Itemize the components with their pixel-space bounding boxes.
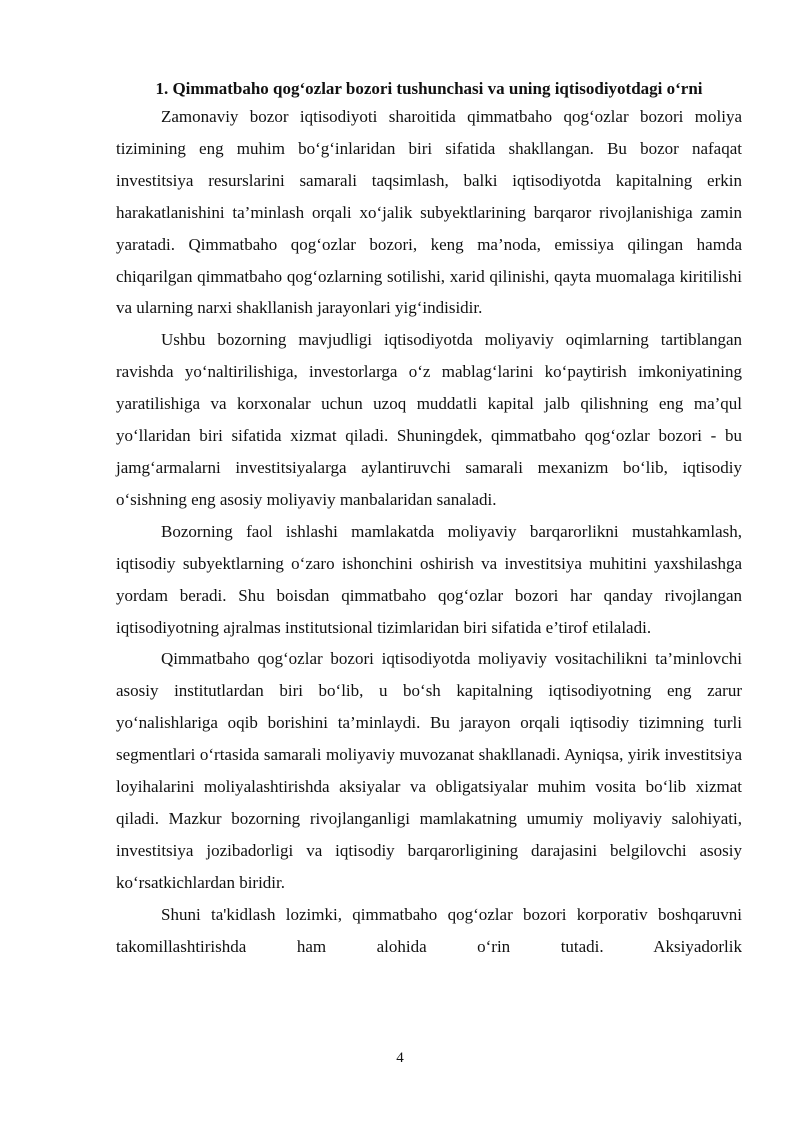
page-number: 4: [396, 1050, 404, 1066]
paragraph-2: Ushbu bozorning mavjudligi iqtisodiyotda moliyaviy oqimlarning tartiblangan ravishda yo‘naltirilishiga, investorlarga o‘z mablag‘larini ko‘paytirish imkoniyatining yaratilishiga va korxonalar uchun uzoq muddatli kapital jalb qilishning eng ma’qul yo‘llaridan biri sifatida xizmat qiladi. Shuningdek, qimmatbaho qog‘ozlar bozori - bu jamg‘armalarni investitsiyalarga aylantiruvchi samarali mexanizm bo‘lib, iqtisodiy o‘sishning eng asosiy moliyaviy manbalaridan sanaladi.: [116, 330, 742, 509]
paragraph-5: Shuni ta'kidlash lozimki, qimmatbaho qog‘ozlar bozori korporativ boshqaruvni takomillashtirishda ham alohida o‘rin tutadi. Aksiyadorlik: [116, 904, 742, 956]
section-heading: 1. Qimmatbaho qog‘ozlar bozori tushunchasi va uning iqtisodiyotdagi o‘rni: [155, 79, 703, 98]
paragraph-1: Zamonaviy bozor iqtisodiyoti sharoitida qimmatbaho qog‘ozlar bozori moliya tizimining eng muhim bo‘g‘inlaridan biri sifatida shakllangan. Bu bozor nafaqat investitsiya resurslarini samarali taqsimlash, balki iqtisodiyotda kapitalning erkin harakatlanishini ta’minlash orqali xo‘jalik subyektlarining barqaror rivojlanishiga zamin yaratadi. Qimmatbaho qog‘ozlar bozori, keng ma’noda, emissiya qilingan hamda chiqarilgan qimmatbaho qog‘ozlarning sotilishi, xarid qilinishi, qayta muomalaga kiritilishi va ularning narxi shakllanish jarayonlari yig‘indisidir.: [116, 107, 742, 318]
paragraph-3: Bozorning faol ishlashi mamlakatda moliyaviy barqarorlikni mustahkamlash, iqtisodiy subyektlarning o‘zaro ishonchini oshirish va investitsiya muhitini yaxshilashga yordam beradi. Shu boisdan qimmatbaho qog‘ozlar bozori har qanday rivojlangan iqtisodiyotning ajralmas institutsional tizimlaridan biri sifatida e’tirof etilaladi.: [116, 521, 742, 637]
paragraph-4: Qimmatbaho qog‘ozlar bozori iqtisodiyotda moliyaviy vositachilikni ta’minlovchi asosiy institutlardan biri bo‘lib, u bo‘sh kapitalning iqtisodiyotning eng zarur yo‘nalishlariga oqib borishini ta’minlaydi. Bu jarayon orqali iqtisodiy tizimning turli segmentlari o‘rtasida samarali moliyaviy muvozanat shakllanadi. Ayniqsa, yirik investitsiya loyihalarini moliyalashtirishda aksiyalar va obligatsiyalar muhim vosita bo‘lib xizmat qiladi. Mazkur bozorning rivojlanganligi mamlakatning umumiy moliyaviy salohiyati, investitsiya jozibadorligi va iqtisodiy barqarorligining darajasini belgilovchi asosiy ko‘rsatkichlardan biridir.: [116, 649, 742, 892]
page-content: [116, 77, 742, 962]
